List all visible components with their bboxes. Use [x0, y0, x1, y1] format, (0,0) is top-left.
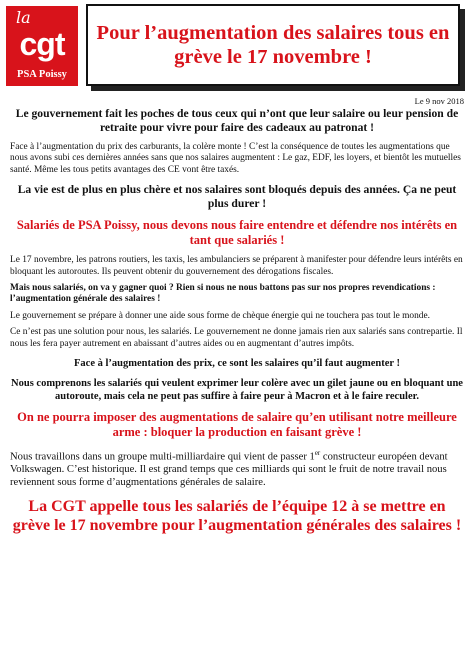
paragraph-no-solution: Ce n’est pas une solution pour nous, les salariés. Le gouvernement ne donne jamais rien aux salariés sans contrepartie. Il nous les fera payer autrement en abaissant d’autres aides ou en augmentant d’autres impôts. [10, 327, 463, 349]
paragraph-17-november: Le 17 novembre, les patrons routiers, les taxis, les ambulanciers se préparent à manifester pour défendre leurs intérêts en bloquant les autoroutes. Ils peuvent obtenir du gouvernement des dérogations fiscales. [10, 255, 463, 277]
headline-psa-poissy: Salariés de PSA Poissy, nous devons nous faire entendre et défendre nos intérêts en tant que salariés ! [16, 218, 458, 248]
superscript-er: er [314, 449, 321, 458]
page-title: Pour l’augmentation des salaires tous en grève le 17 novembre ! [96, 22, 450, 68]
closing-call-to-strike: La CGT appelle tous les salariés de l’équipe 12 à se mettre en grève le 17 novembre pour l’augmentation générales des salaires ! [12, 497, 462, 534]
paragraph-group-billions [10, 447, 464, 490]
headline-raise-salaries: Face à l’augmentation des prix, ce sont les salaires qu’il faut augmenter ! [74, 358, 400, 370]
paragraph-prices: Face à l’augmentation du prix des carburants, la colère monte ! C’est la conséquence de toutes les augmentations que nous avons subi ces dernières années sans que nos salaires augmentent : Le gaz, EDF, les loyers, et bientôt les mutuelles santé. Même les tous petits avantages des CE vont être taxés. [10, 142, 461, 175]
headline-strike-weapon: On ne pourra imposer des augmentations de salaire qu’en utilisant notre meilleure arme : bloquer la production en faisant grève ! [17, 410, 457, 440]
cgt-logo [6, 6, 78, 86]
logo-cgt: cgt [19, 26, 65, 62]
logo-la: la [16, 8, 31, 27]
logo-site: PSA Poissy [17, 69, 67, 80]
leaflet-body [10, 96, 464, 535]
paragraph-energy-check: Le gouvernement se prépare à donner une aide sous forme de chèque énergie qui ne touchera pas tout le monde. [10, 310, 430, 321]
date: Le 9 nov 2018 [414, 96, 464, 106]
group-text-end: constructeur européen devant Volkswagen. C’est historique. Il est grand temps que ces milliards qui sont le fruit de notre travail nous reviennent sous forme d’augmentations générales de salaire. [10, 451, 448, 489]
intro-headline: Le gouvernement fait les poches de tous ceux qui n’ont que leur salaire ou leur pension de retraite pour vivre pour faire des cadeaux au patronat ! [15, 107, 459, 134]
header [0, 0, 475, 92]
title-box [86, 4, 460, 86]
paragraph-demands: Mais nous salariés, on va y gagner quoi ? Rien si nous ne nous battons pas sur nos propres revendications : l’augmentation générale des salaires ! [10, 283, 436, 305]
group-text-start: Nous travaillons dans un groupe multi-milliardaire qui vient de passer 1 [10, 451, 315, 463]
paragraph-gilet-jaune: Nous comprenons les salariés qui veulent exprimer leur colère avec un gilet jaune ou en bloquant une autoroute, mais cela ne peut pas suffire à faire peur à Macron et à le faire reculer. [11, 378, 463, 403]
headline-cost-of-living: La vie est de plus en plus chère et nos salaires sont bloqués depuis des années. Ça ne peut plus durer ! [17, 183, 457, 211]
